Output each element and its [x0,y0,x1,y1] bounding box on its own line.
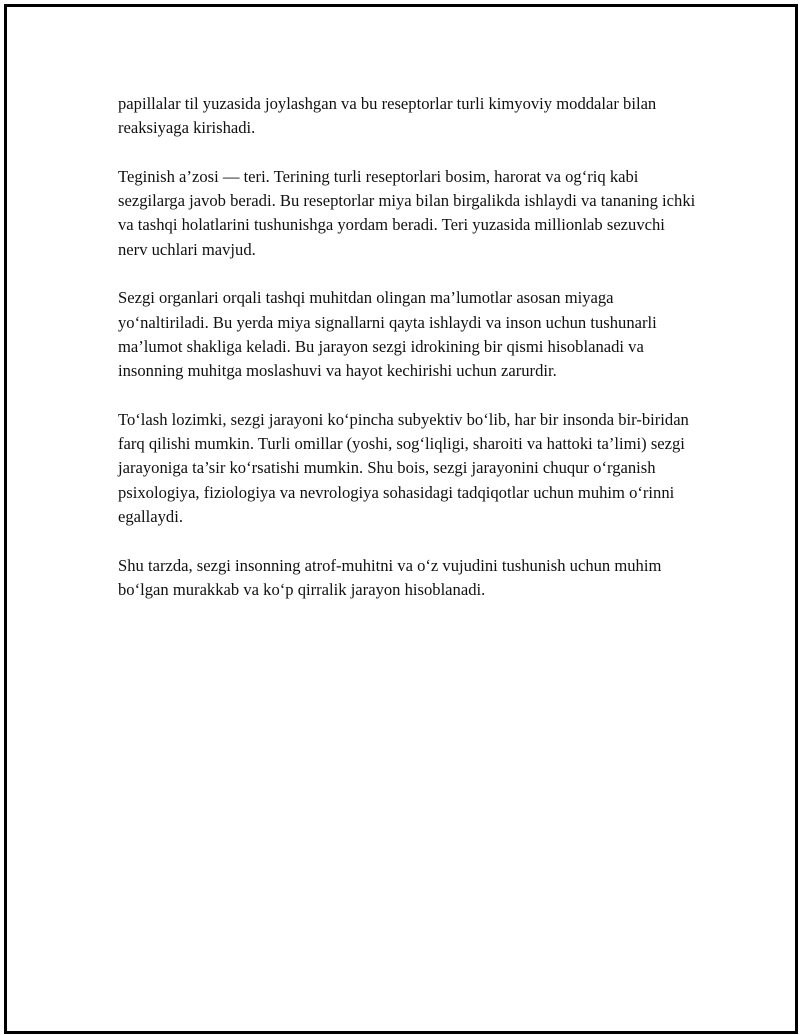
paragraph-taste-receptors: papillalar til yuzasida joylashgan va bu reseptorlar turli kimyoviy moddalar bilan reaksiyaga kirishadi. [118,94,657,138]
paragraph-subjective-perception: To‘lash lozimki, sezgi jarayoni ko‘pincha subyektiv bo‘lib, har bir insonda bir-biridan farq qilishi mumkin. Turli omillar (yoshi, sog‘liqligi, sharoiti va hattoki ta’limi) sezgi jarayoniga ta’sir ko‘rsatishi mumkin. Shu bois, sezgi jarayonini chuqur o‘rganish psixologiya, fiziologiya va nevrologiya sohasidagi tadqiqotlar uchun muhim o‘rinni egallaydi. [118,409,689,527]
paragraph-sensory-information: Sezgi organlari orqali tashqi muhitdan olingan ma’lumotlar asosan miyaga yo‘naltiriladi. Bu yerda miya signallarni qayta ishlaydi va inson uchun tushunarli ma’lumot shakliga keladi. Bu jarayon sezgi idrokining bir qismi hisoblanadi va insonning muhitga moslashuvi va hayot kechirishi uchun zarurdir. [118,288,657,381]
paragraph-conclusion: Shu tarzda, sezgi insonning atrof-muhitni va o‘z vujudini tushunish uchun muhim bo‘lgan murakkab va ko‘p qirralik jarayon hisoblanadi. [118,555,662,599]
paragraph-touch-organ: Teginish a’zosi — teri. Terining turli reseptorlari bosim, harorat va og‘riq kabi sezgilarga javob beradi. Bu reseptorlar miya bilan birgalikda ishlaydi va tananing ichki va tashqi holatlarini tushunishga yordam beradi. Teri yuzasida millionlab sezuvchi nerv uchlari mavjud. [118,166,696,259]
document-body [118,92,698,627]
